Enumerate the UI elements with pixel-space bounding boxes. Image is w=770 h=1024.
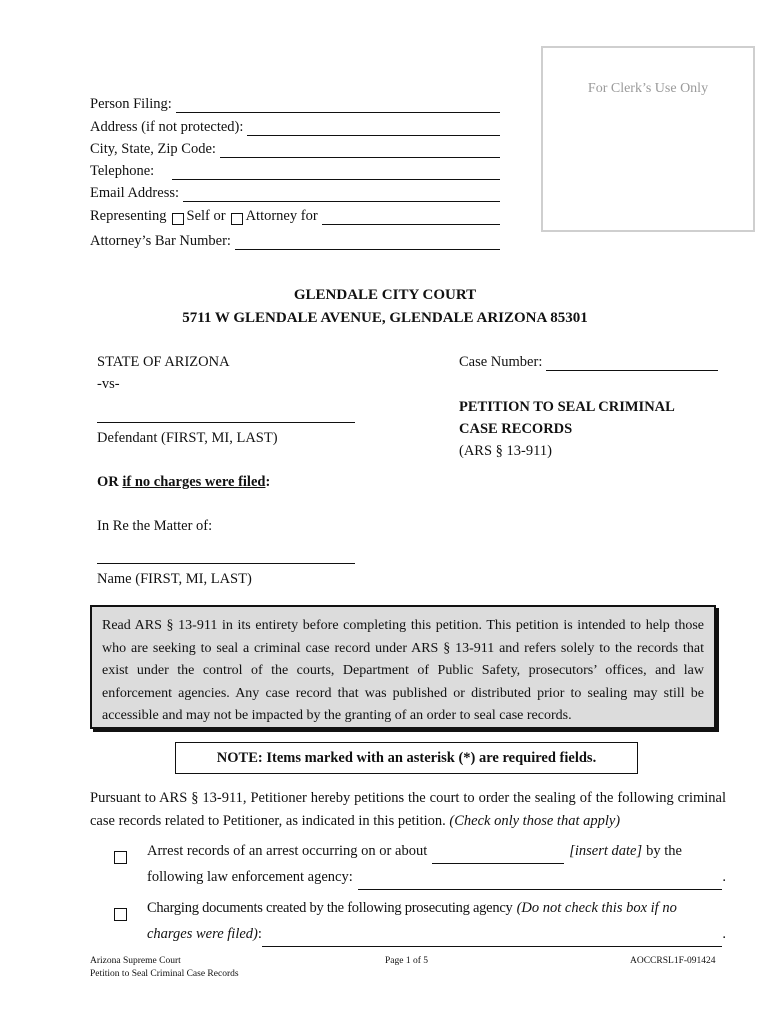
clerk-use-label: For Clerk’s Use Only [587,81,709,96]
intro-instruction: (Check only those that apply) [449,813,621,829]
footer-form-code: AOCCRSL1F-091424 [630,956,716,966]
charging-documents-checkbox[interactable] [114,908,127,921]
clerk-use-box [541,46,755,232]
vs-label: -vs- [97,376,120,392]
footer-form-title: Petition to Seal Criminal Case Records [90,969,239,979]
person-filing-label: Person Filing: [90,96,172,112]
no-charges-colon: : [265,474,271,490]
statute-label: (ARS § 13-911) [459,443,552,459]
telephone-field[interactable] [90,162,500,180]
name-line[interactable] [97,547,355,564]
court-name: GLENDALE CITY COURT [293,287,477,303]
charging-note-2: charges were filed) [147,926,258,942]
arrest-date-line[interactable] [432,849,564,864]
attorney-checkbox[interactable] [231,213,243,225]
charging-documents-item: Charging documents created by the following prosecuting agency (Do not check this box if no charges were filed) : . [114,895,726,947]
representing-field [90,207,500,225]
telephone-line[interactable] [172,166,500,180]
arrest-records-item: Arrest records of an arrest occurring on or about [insert date] by the following law enforcement agency: . [114,838,726,890]
bar-number-line[interactable] [235,236,500,250]
or-no-charges-label [97,474,270,491]
representing-label: Representing [90,208,167,224]
email-field[interactable] [90,184,500,202]
telephone-label: Telephone: [90,163,155,179]
address-line[interactable] [247,122,500,136]
footer-left [90,955,239,981]
case-number-line[interactable] [546,357,718,371]
petition-title-line-1: PETITION TO SEAL CRIMINAL [459,399,675,415]
law-enforcement-line[interactable] [358,875,723,890]
intro-paragraph [90,787,726,833]
self-checkbox[interactable] [172,213,184,225]
in-re-label: In Re the Matter of: [97,518,213,534]
petition-title-line-2: CASE RECORDS [459,421,573,437]
case-number-label: Case Number: [459,354,543,370]
bar-number-field[interactable] [90,232,500,250]
or-label: OR [97,474,119,490]
attorney-for-label: Attorney for [245,208,318,224]
case-number-field[interactable] [459,354,718,371]
self-label: Self or [186,208,226,224]
arrest-records-checkbox[interactable] [114,851,127,864]
defendant-label: Defendant (FIRST, MI, LAST) [97,430,278,446]
person-filing-line[interactable] [176,99,500,113]
charging-colon: : [257,926,262,942]
person-filing-field[interactable] [90,95,500,113]
footer-page: Page 1 of 5 [385,956,429,966]
email-line[interactable] [183,188,500,202]
intro-text: Pursuant to ARS § 13-911, Petitioner hereby petitions the court to order the sealing of the following criminal case records related to Petitioner, as indicated in this petition. [90,790,726,829]
insert-date-hint: [insert date] [569,843,643,859]
by-the-text: by the [646,843,682,859]
footer-org: Arizona Supreme Court [90,956,181,966]
name-label: Name (FIRST, MI, LAST) [97,571,252,587]
charging-documents-text: Charging documents created by the following prosecuting agency [147,900,513,916]
city-state-zip-label: City, State, Zip Code: [90,141,216,157]
bar-number-label: Attorney’s Bar Number: [90,233,231,249]
address-field[interactable] [90,118,500,136]
charging-note-1: (Do not check this box if no [516,900,677,916]
required-fields-note: NOTE: Items marked with an asterisk (*) are required fields. [175,742,638,774]
city-state-zip-field[interactable] [90,140,500,158]
state-label: STATE OF ARIZONA [97,354,230,370]
attorney-for-line[interactable] [322,211,500,225]
defendant-line[interactable] [97,406,355,423]
address-label: Address (if not protected): [90,119,244,135]
city-state-zip-line[interactable] [220,144,500,158]
email-label: Email Address: [90,185,180,201]
prosecuting-agency-line[interactable] [262,932,722,947]
court-address: 5711 W GLENDALE AVENUE, GLENDALE ARIZONA 85301 [182,310,588,326]
law-enforcement-label: following law enforcement agency: [147,869,353,885]
no-charges-label: if no charges were filed [122,474,266,490]
arrest-records-text: Arrest records of an arrest occurring on or about [147,843,428,859]
notice-box: Read ARS § 13-911 in its entirety before completing this petition. This petition is intended to help those who are seeking to seal a criminal case record under ARS § 13-911 and refers solely to the records that exist under the control of the courts, Department of Public Safety, prosecutors’ offices, and law enforcement agencies. Any case record that was published or distributed prior to sealing may still be accessible and may not be impacted by the granting of an order to seal case records. [90,605,716,729]
